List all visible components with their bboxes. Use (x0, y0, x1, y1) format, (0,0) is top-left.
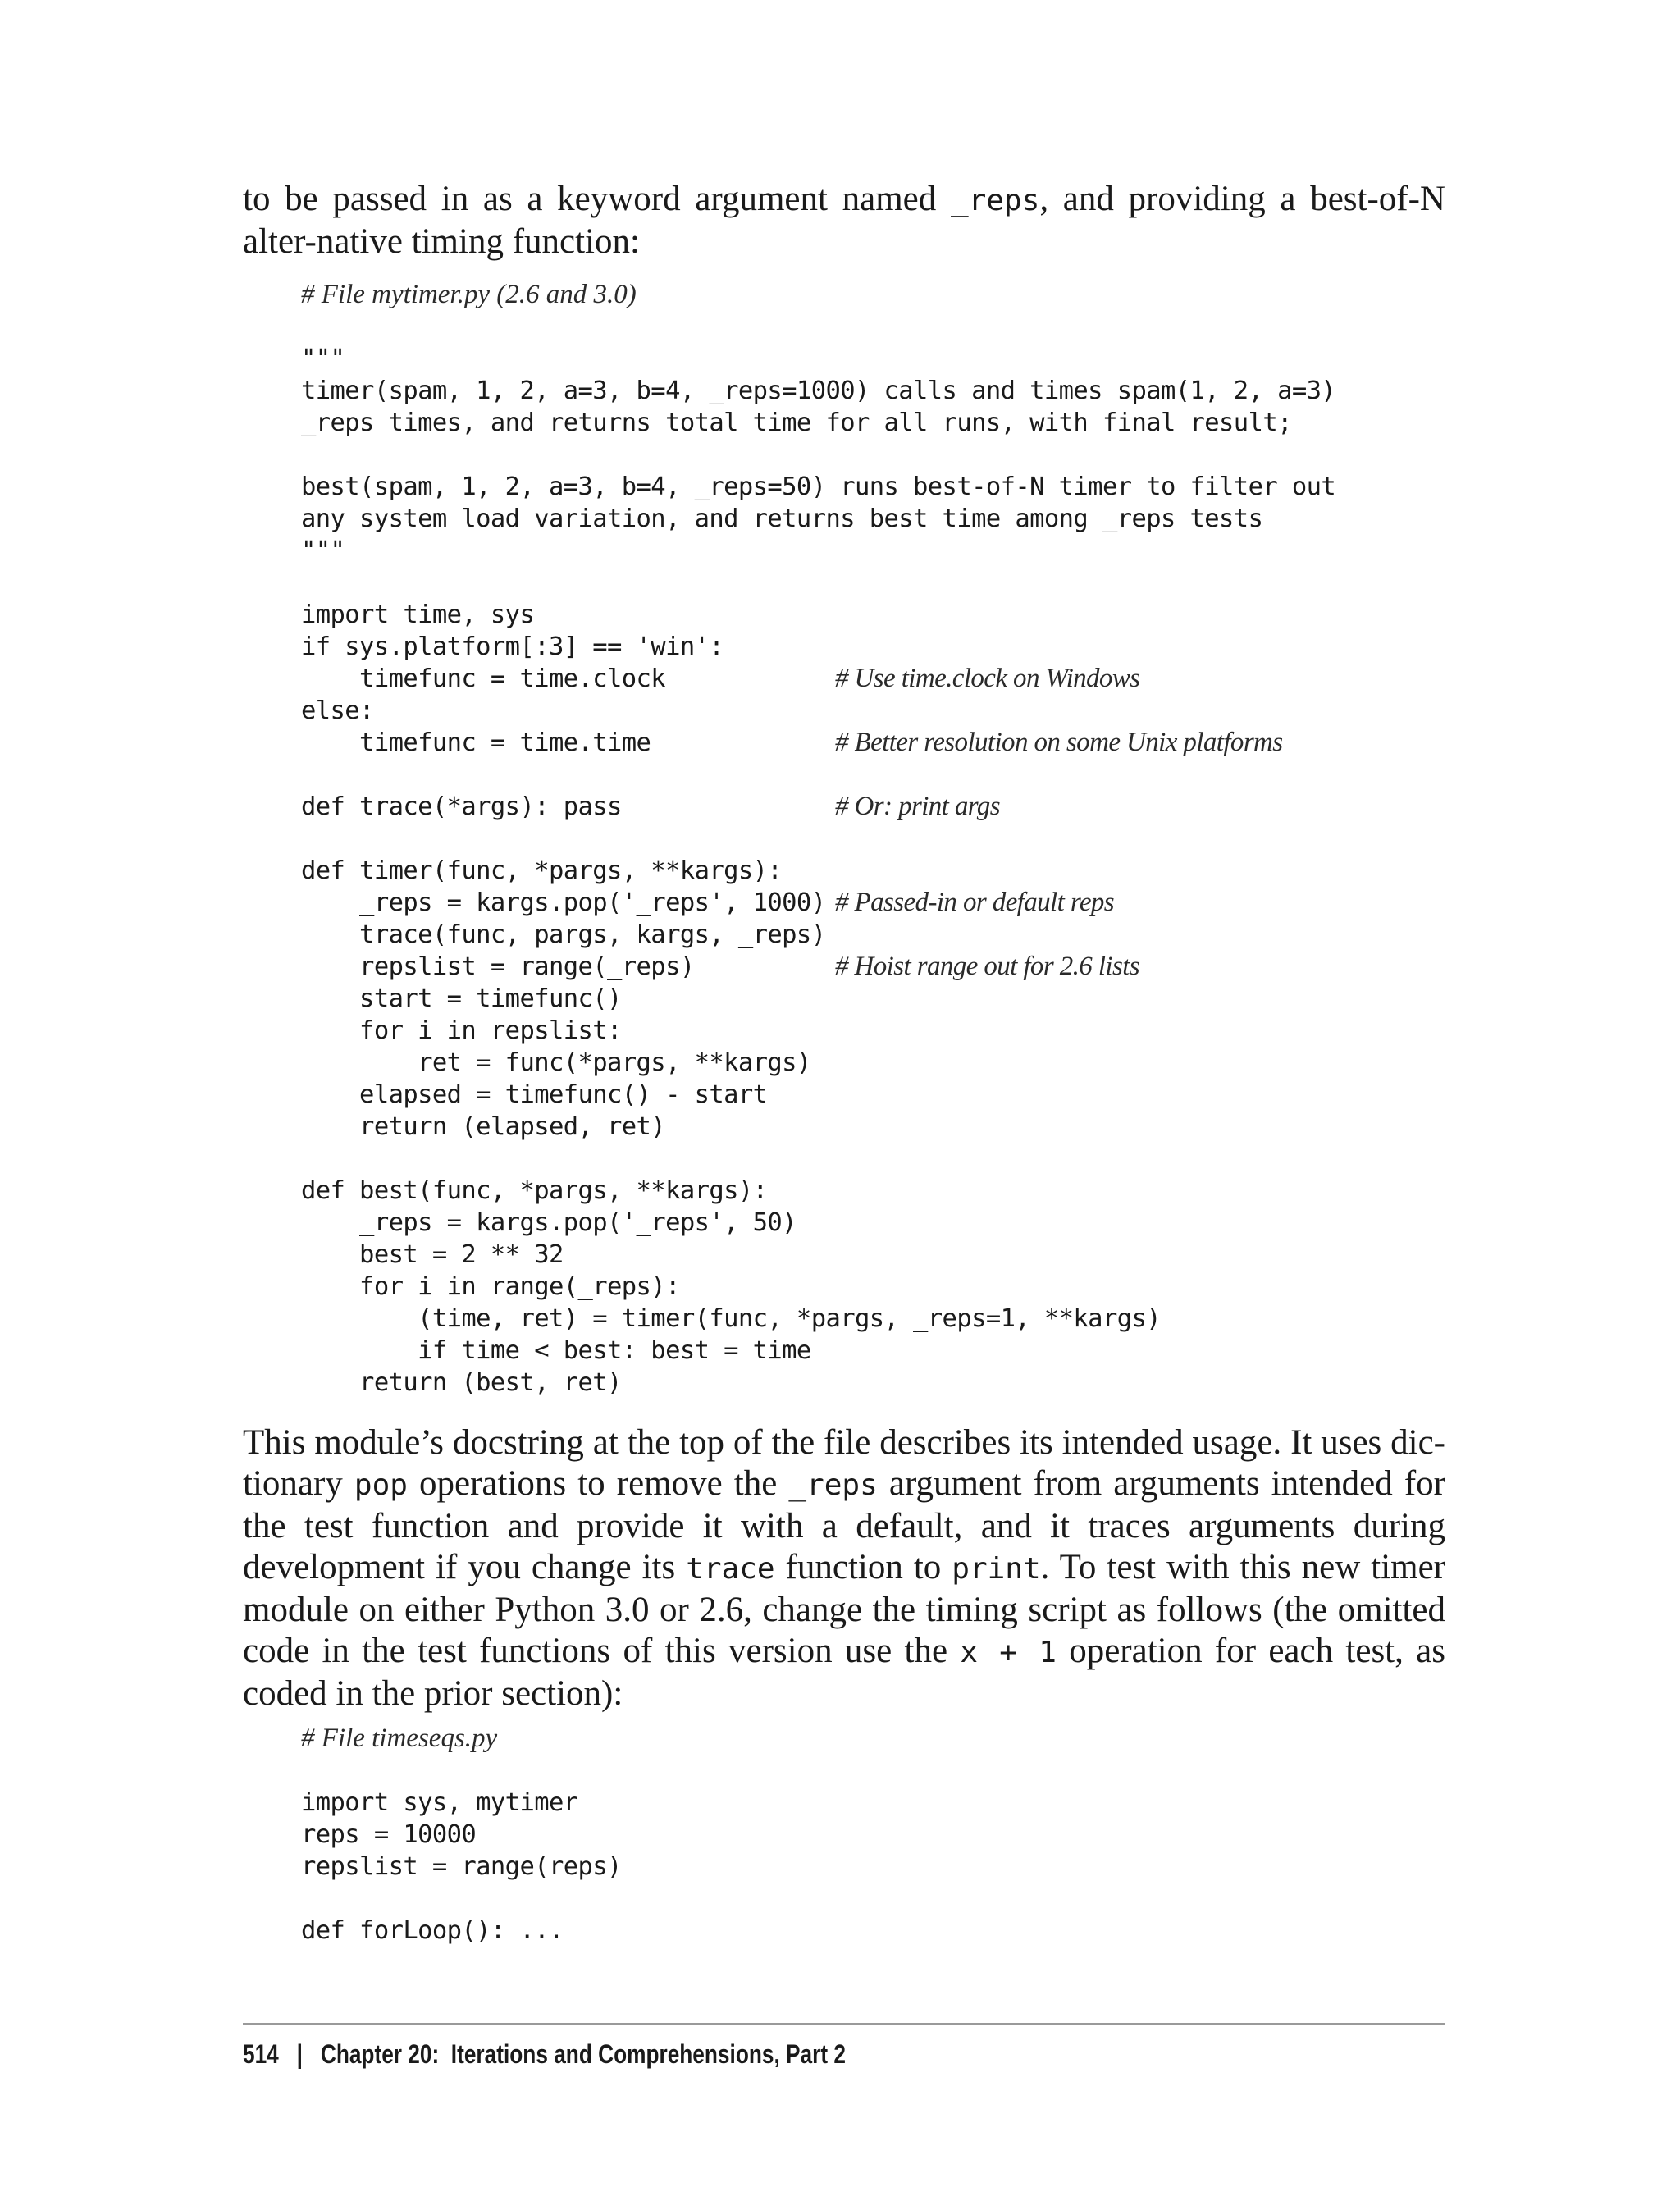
code-text: else: (301, 696, 374, 725)
code-line (301, 1367, 1532, 1399)
body-text: operations to remove the (407, 1464, 789, 1503)
code-text: def forLoop(): ... (301, 1916, 564, 1945)
code-text: """ (301, 345, 345, 373)
code-text: repslist = range(_reps) (301, 952, 695, 981)
body-paragraph (243, 1422, 1445, 1714)
code-text: return (best, ret) (301, 1368, 622, 1397)
code-line (301, 407, 1532, 439)
code-line (301, 1303, 1532, 1335)
code-line (301, 503, 1532, 535)
code-text: best = 2 ** 32 (301, 1240, 564, 1269)
code-line (301, 919, 1532, 951)
code-text: (time, ret) = timer(func, *pargs, _reps=1, **kargs) (301, 1304, 1161, 1333)
page-number: 514 (243, 2039, 279, 2069)
code-block-mytimer (301, 279, 1532, 1399)
code-text: """ (301, 536, 345, 565)
code-text: start = timefunc() (301, 984, 622, 1013)
code-comment: # Hoist range out for 2.6 lists (835, 952, 1140, 981)
code-text: trace(func, pargs, kargs, _reps) (301, 920, 826, 949)
code-text: timer(spam, 1, 2, a=3, b=4, _reps=1000) calls and times spam(1, 2, a=3) (301, 377, 1336, 405)
code-line (301, 1207, 1532, 1239)
code-line (301, 471, 1532, 503)
code-line (301, 631, 1532, 663)
code-line (301, 951, 1532, 983)
code-text: repslist = range(reps) (301, 1852, 622, 1881)
inline-code-reps: _reps (788, 1468, 878, 1502)
code-line (301, 535, 1532, 567)
code-line (301, 1819, 1532, 1851)
code-line (301, 1015, 1532, 1047)
code-line (301, 887, 1532, 919)
code-text: elapsed = timefunc() - start (301, 1080, 768, 1109)
code-text: _reps = kargs.pop('_reps', 1000) (301, 888, 826, 917)
code-text: timefunc = time.time (301, 728, 651, 757)
code-text: _reps times, and returns total time for all runs, with final result; (301, 409, 1292, 437)
code-line (301, 727, 1532, 759)
code-line (301, 1915, 1532, 1947)
file-comment: # File timeseqs.py (301, 1723, 498, 1753)
body-text: argument from arguments intended for the test function and provide it with a default, and it traces arguments during development if you change its (243, 1464, 1445, 1586)
code-line (301, 1851, 1532, 1883)
code-line (301, 1883, 1532, 1915)
chapter-title: Chapter 20: Iterations and Comprehensions, Part 2 (320, 2039, 846, 2069)
code-line (301, 791, 1532, 823)
code-line (301, 983, 1532, 1015)
body-text: . To test with this new timer module on either Python 3.0 or 2.6, change the timing script as follows (the omitted code in the test functions of this version use the (243, 1548, 1445, 1670)
code-line (301, 599, 1532, 631)
code-line (301, 1079, 1532, 1111)
intro-paragraph (243, 179, 1445, 262)
code-line (301, 1335, 1532, 1367)
code-text: for i in repslist: (301, 1016, 622, 1045)
code-lines (301, 343, 1532, 1399)
code-line (301, 343, 1532, 375)
code-line (301, 567, 1532, 599)
code-text: def best(func, *pargs, **kargs): (301, 1176, 768, 1205)
code-line (301, 439, 1532, 471)
code-comment: # Passed-in or default reps (835, 888, 1115, 917)
file-comment: # File mytimer.py (2.6 and 3.0) (301, 280, 637, 309)
body-text: function to (774, 1548, 952, 1586)
inline-code-pop: pop (354, 1468, 408, 1502)
code-text: any system load variation, and returns best time among _reps tests (301, 504, 1263, 533)
code-line (301, 823, 1532, 855)
footer-separator: | (296, 2039, 303, 2069)
code-comment: # Use time.clock on Windows (835, 664, 1140, 693)
code-text: if sys.platform[:3] == 'win': (301, 632, 724, 661)
code-line (301, 1175, 1532, 1207)
code-line (301, 695, 1532, 727)
body-text: This module’s docstring at the top of the file describes its intended usage. It uses dic-tionary (243, 1423, 1445, 1503)
intro-text-1: to be passed in as a keyword argument named (243, 180, 951, 218)
code-line (301, 855, 1532, 887)
code-text: for i in range(_reps): (301, 1272, 680, 1301)
code-line (301, 1111, 1532, 1143)
code-text: return (elapsed, ret) (301, 1112, 666, 1141)
inline-code-trace: trace (686, 1552, 775, 1586)
code-line (301, 1787, 1532, 1819)
code-comment: # Better resolution on some Unix platforms (835, 728, 1283, 757)
inline-code-reps: _reps (950, 184, 1040, 217)
code-line (301, 375, 1532, 407)
page-footer (243, 2038, 846, 2070)
code-text: timefunc = time.clock (301, 664, 666, 693)
inline-code-print: print (952, 1552, 1041, 1586)
inline-code-x-plus-1: x + 1 (960, 1636, 1057, 1669)
code-text: def trace(*args): pass (301, 792, 622, 821)
code-text: reps = 10000 (301, 1820, 477, 1849)
code-text: import sys, mytimer (301, 1788, 578, 1817)
code-line (301, 1047, 1532, 1079)
code-line (301, 1143, 1532, 1175)
code-line (301, 759, 1532, 791)
code-text: _reps = kargs.pop('_reps', 50) (301, 1208, 797, 1237)
body-text: operation for each test, as coded in the prior section): (243, 1632, 1446, 1713)
code-text: import time, sys (301, 600, 535, 629)
footer-divider (243, 2023, 1445, 2025)
code-text: def timer(func, *pargs, **kargs): (301, 856, 783, 885)
intro-text-2: , and providing a best-of-N alter-native timing function: (243, 180, 1445, 261)
code-text: ret = func(*pargs, **kargs) (301, 1048, 811, 1077)
code-block-timeseqs (301, 1723, 1532, 1947)
code-lines (301, 1787, 1532, 1947)
code-comment: # Or: print args (835, 792, 1000, 821)
code-line (301, 663, 1532, 695)
code-line (301, 1239, 1532, 1271)
code-line (301, 1271, 1532, 1303)
code-text: if time < best: best = time (301, 1336, 811, 1365)
code-text: best(spam, 1, 2, a=3, b=4, _reps=50) runs best-of-N timer to filter out (301, 472, 1336, 501)
